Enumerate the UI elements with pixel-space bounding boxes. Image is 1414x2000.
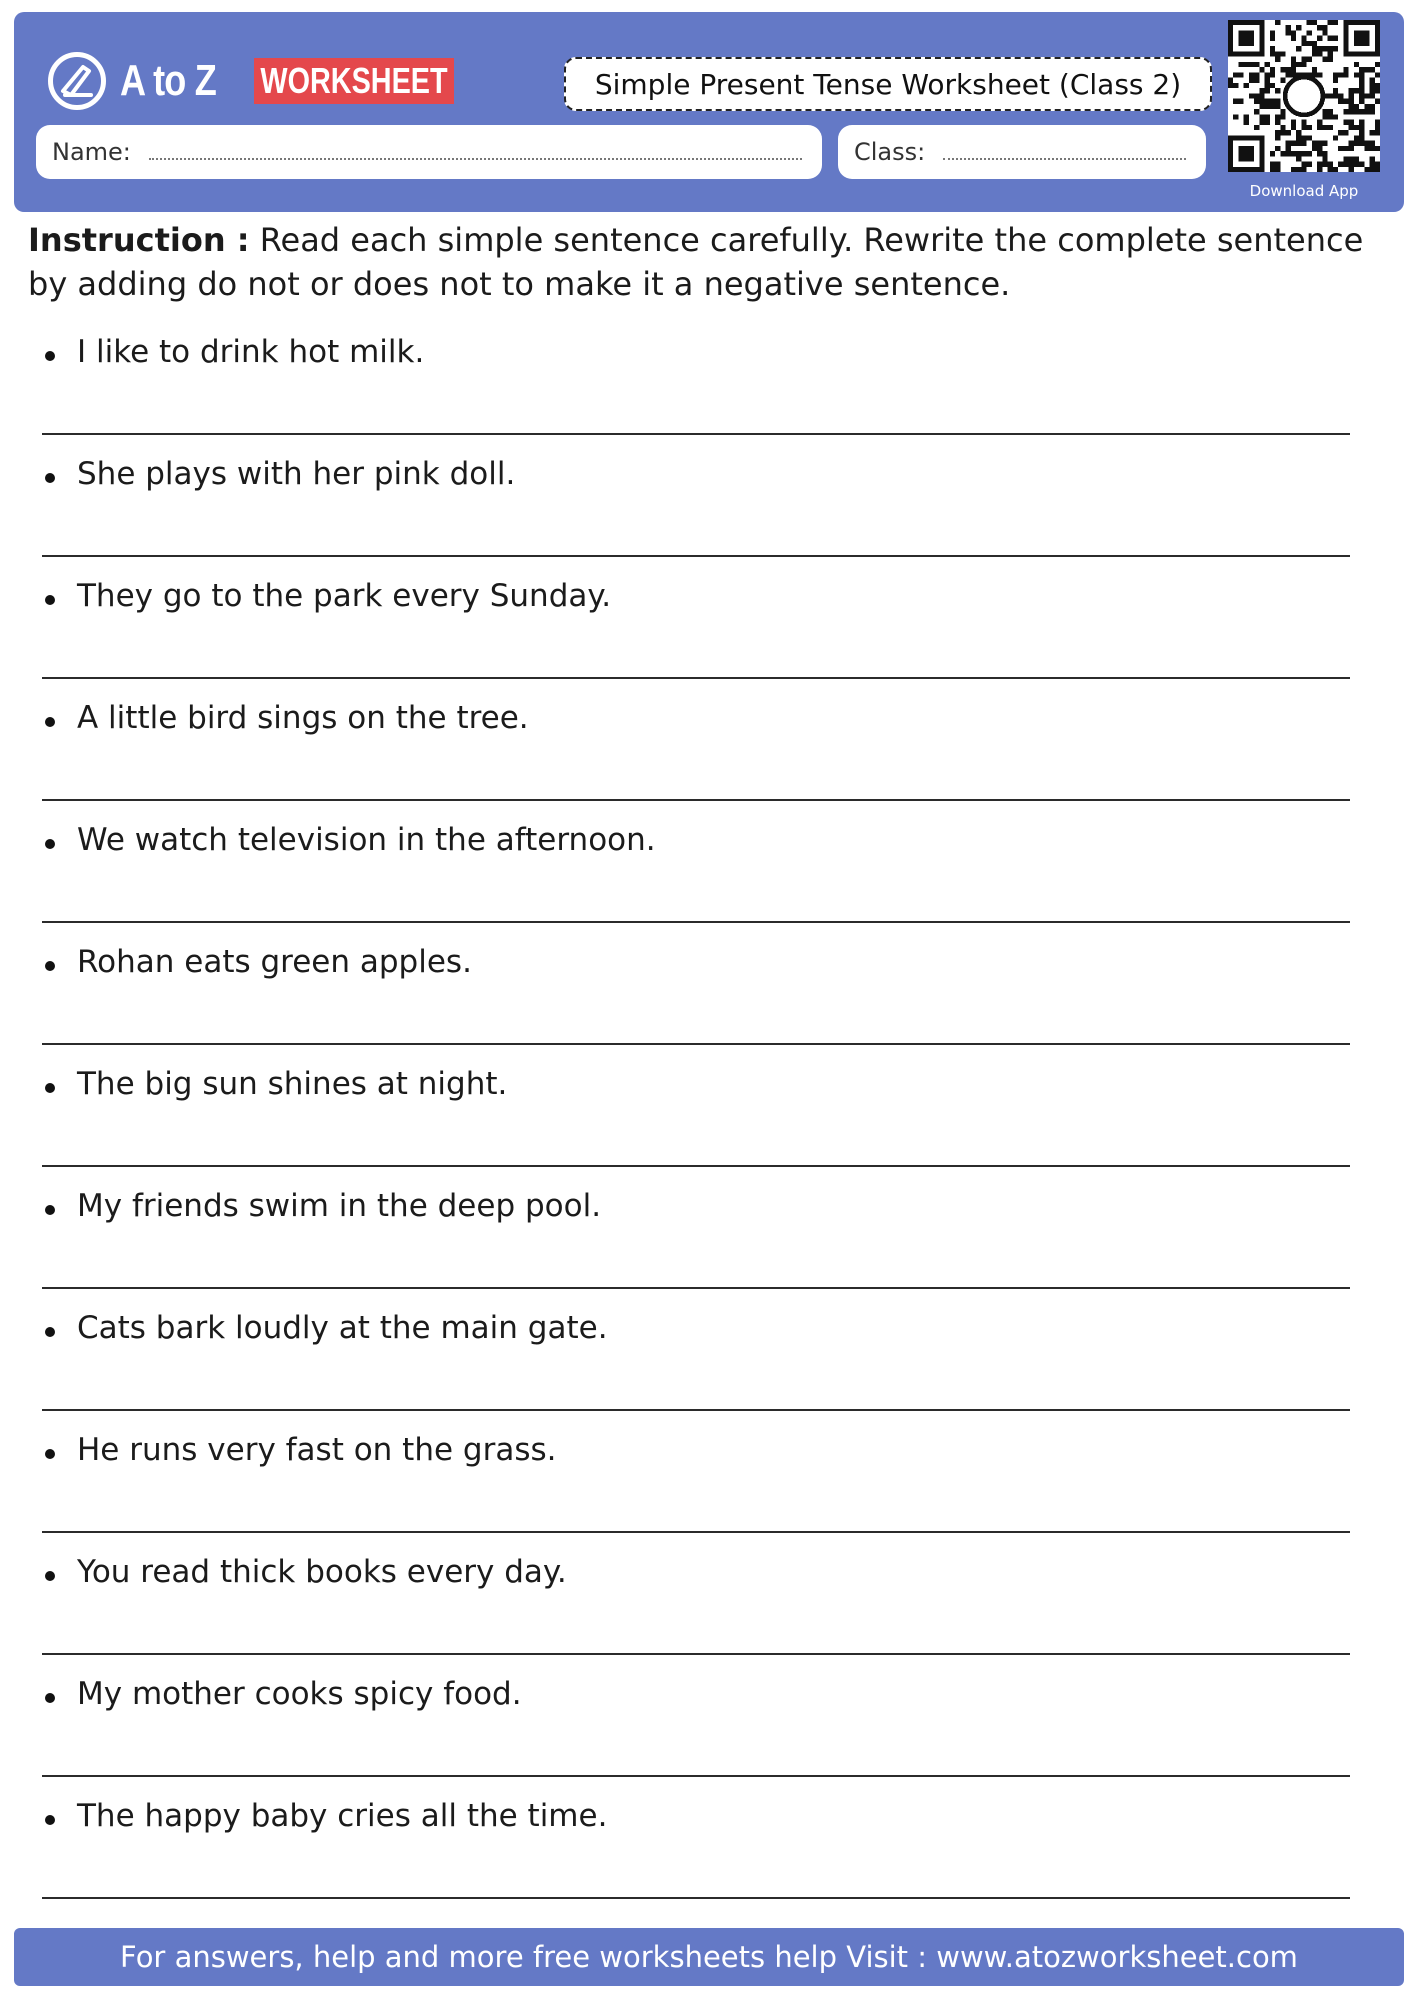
answer-line[interactable] — [42, 1531, 1350, 1533]
bullet-icon — [45, 1083, 55, 1093]
list-item — [0, 1664, 1414, 1786]
header-banner — [14, 12, 1404, 212]
worksheet-title: Simple Present Tense Worksheet (Class 2) — [564, 57, 1212, 111]
list-item — [0, 810, 1414, 932]
question-text: You read thick books every day. — [77, 1554, 567, 1590]
qr-caption: Download App — [1249, 182, 1359, 200]
answer-line[interactable] — [42, 921, 1350, 923]
class-dotted-line — [943, 158, 1186, 160]
list-item — [0, 1420, 1414, 1542]
name-label: Name: — [52, 138, 131, 166]
list-item — [0, 1298, 1414, 1420]
bullet-icon — [45, 1449, 55, 1459]
logo-badge: WORKSHEET — [254, 58, 454, 104]
question-text: The happy baby cries all the time. — [77, 1798, 608, 1834]
question-text: I like to drink hot milk. — [77, 334, 425, 370]
bullet-icon — [45, 1571, 55, 1581]
answer-line[interactable] — [42, 1287, 1350, 1289]
footer-banner — [14, 1928, 1404, 1986]
question-text: We watch television in the afternoon. — [77, 822, 656, 858]
class-field[interactable] — [838, 125, 1206, 179]
bullet-icon — [45, 595, 55, 605]
bullet-icon — [45, 839, 55, 849]
answer-line[interactable] — [42, 1653, 1350, 1655]
question-text: A little bird sings on the tree. — [77, 700, 529, 736]
question-text: The big sun shines at night. — [77, 1066, 508, 1102]
list-item — [0, 688, 1414, 810]
answer-line[interactable] — [42, 1409, 1350, 1411]
answer-line[interactable] — [42, 1775, 1350, 1777]
question-text: Rohan eats green apples. — [77, 944, 472, 980]
bullet-icon — [45, 351, 55, 361]
answer-line[interactable] — [42, 1897, 1350, 1899]
list-item — [0, 1542, 1414, 1664]
list-item — [0, 932, 1414, 1054]
list-item — [0, 1176, 1414, 1298]
question-text: She plays with her pink doll. — [77, 456, 516, 492]
list-item — [0, 566, 1414, 688]
list-item — [0, 1054, 1414, 1176]
class-label: Class: — [854, 138, 926, 166]
question-text: My friends swim in the deep pool. — [77, 1188, 602, 1224]
bullet-icon — [45, 961, 55, 971]
instruction-text: Read each simple sentence carefully. Rewrite the complete sentence by adding do not or does not to make it a negative sentence. — [28, 221, 1364, 303]
site-logo[interactable] — [48, 46, 448, 116]
question-text: They go to the park every Sunday. — [77, 578, 612, 614]
list-item — [0, 1786, 1414, 1908]
bullet-icon — [45, 1693, 55, 1703]
answer-line[interactable] — [42, 1043, 1350, 1045]
list-item — [0, 444, 1414, 566]
instruction-label: Instruction : — [28, 221, 250, 259]
answer-line[interactable] — [42, 799, 1350, 801]
bullet-icon — [45, 1815, 55, 1825]
footer-text[interactable]: For answers, help and more free worksheets help Visit : www.atozworksheet.com — [120, 1940, 1298, 1974]
bullet-icon — [45, 717, 55, 727]
question-text: My mother cooks spicy food. — [77, 1676, 522, 1712]
bullet-icon — [45, 473, 55, 483]
answer-line[interactable] — [42, 433, 1350, 435]
logo-emblem-icon — [48, 52, 106, 110]
name-dotted-line — [149, 158, 802, 160]
answer-line[interactable] — [42, 555, 1350, 557]
qr-code-icon[interactable] — [1228, 20, 1380, 172]
bullet-icon — [45, 1327, 55, 1337]
question-text: He runs very fast on the grass. — [77, 1432, 557, 1468]
answer-line[interactable] — [42, 1165, 1350, 1167]
instruction — [28, 218, 1388, 306]
list-item — [0, 322, 1414, 444]
question-text: Cats bark loudly at the main gate. — [77, 1310, 608, 1346]
answer-line[interactable] — [42, 677, 1350, 679]
logo-text: A to Z — [120, 56, 216, 105]
name-field[interactable] — [36, 125, 822, 179]
bullet-icon — [45, 1205, 55, 1215]
